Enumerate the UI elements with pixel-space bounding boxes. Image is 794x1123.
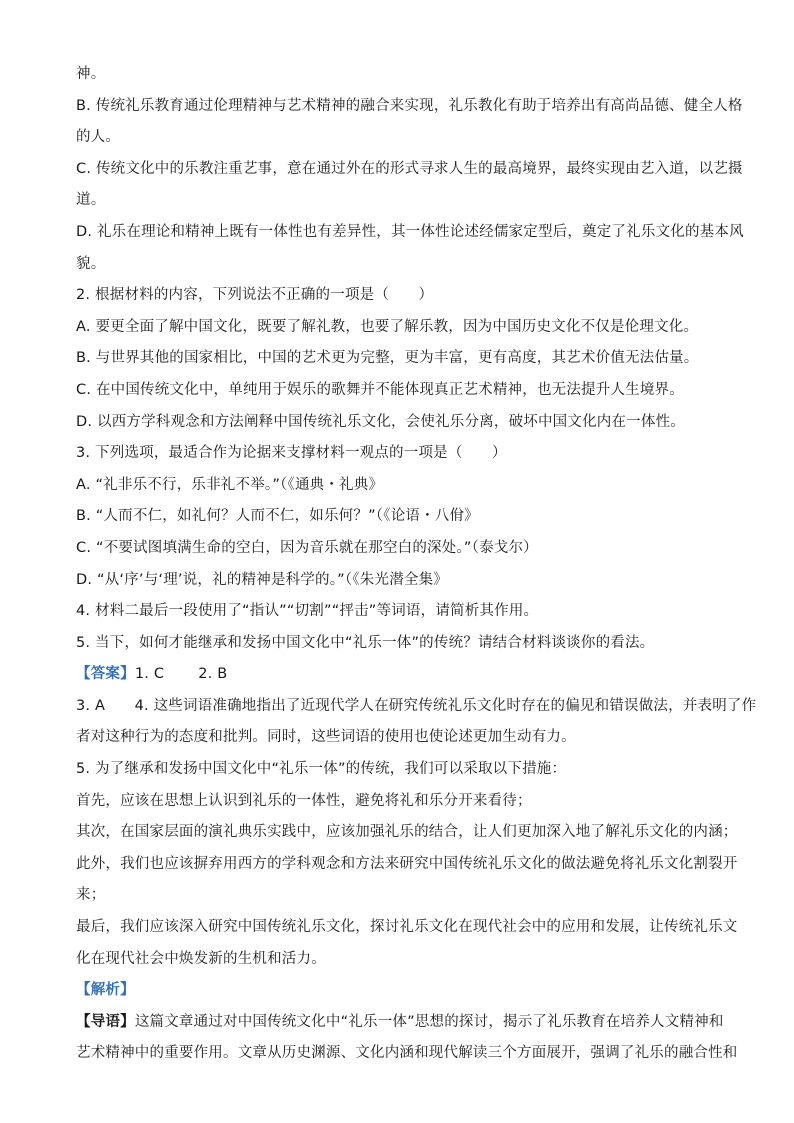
text-line: 的人。 — [76, 129, 121, 146]
guide-text: 这篇文章通过对中国传统文化中“礼乐一体”思想的探讨，揭示了礼乐教育在培养人文精神和 — [134, 1013, 724, 1030]
question-4: 4. 材料二最后一段使用了“指认”“切割”“抨击”等词语，请简析其作用。 — [76, 603, 539, 620]
option-b-line: B. 传统礼乐教育通过伦理精神与艺术精神的融合来实现，礼乐教化有助于培养出有高尚品德、健全人格 — [76, 97, 743, 114]
answer-q2: 2. B — [198, 666, 228, 683]
q3-option-d: D. “从‘序’与‘理’说，礼的精神是科学的。”（《朱光潜全集》 — [76, 571, 448, 588]
answer-text-line: 5. 为了继承和发扬中国文化中“礼乐一体”的传统，我们可以采取以下措施： — [76, 761, 567, 778]
answer-text-line: 化在现代社会中焕发新的生机和活力。 — [76, 950, 326, 967]
document-page — [76, 59, 757, 1070]
answer-text-line: 首先，应该在思想上认识到礼乐的一体性，避免将礼和乐分开来看待； — [76, 792, 532, 809]
analysis-label: 【解析】 — [76, 982, 135, 999]
guide-line — [76, 1007, 724, 1039]
guide-label: 【导语】 — [76, 1013, 135, 1030]
question-5: 5. 当下，如何才能继承和发扬中国文化中“礼乐一体”的传统？请结合材料谈谈你的看法。 — [76, 634, 655, 651]
question-2: 2. 根据材料的内容，下列说法不正确的一项是（ ） — [76, 287, 434, 304]
q3-option-c: C. “不要试图填满生命的空白，因为音乐就在那空白的深处。”（泰戈尔） — [76, 539, 538, 556]
q3-option-a: A. “礼非乐不行，乐非礼不举。”（《通典・礼典》 — [76, 476, 384, 493]
answer-text-line: 最后，我们应该深入研究中国传统礼乐文化，探讨礼乐文化在现代社会中的应用和发展，让传统礼乐文 — [76, 919, 738, 936]
answer-label: 【答案】 — [76, 666, 135, 683]
text-line: 道。 — [76, 192, 106, 209]
q2-option-c: C. 在中国传统文化中，单纯用于娱乐的歌舞并不能体现真正艺术精神，也无法提升人生境界。 — [76, 381, 684, 398]
answer-q1: 1. C — [134, 666, 165, 683]
text-line: 貌。 — [76, 255, 106, 272]
answer-text-line: 3. A 4. 这些词语准确地指出了近现代学人在研究传统礼乐文化时存在的偏见和错误做法，并表明了作 — [76, 697, 757, 714]
q3-option-b: B. “人而不仁，如礼何？人而不仁，如乐何？”（《论语・八佾》 — [76, 508, 479, 525]
question-3: 3. 下列选项，最适合作为论据来支撑材料一观点的一项是（ ） — [76, 445, 507, 462]
answer-text-line: 此外，我们也应该摒弃用西方的学科观念和方法来研究中国传统礼乐文化的做法避免将礼乐文化割裂开 — [76, 855, 738, 872]
answer-text-line: 者对这种行为的态度和批判。同时，这些词语的使用也使论述更加生动有力。 — [76, 729, 576, 746]
q2-option-d: D. 以西方学科观念和方法阐释中国传统礼乐文化，会使礼乐分离，破坏中国文化内在一体性。 — [76, 413, 685, 430]
guide-text-line: 艺术精神中的重要作用。文章从历史渊源、文化内涵和现代解读三个方面展开，强调了礼乐的融合性和 — [76, 1045, 738, 1062]
answer-line — [76, 659, 718, 691]
option-d-line: D. 礼乐在理论和精神上既有一体性也有差异性，其一体性论述经儒家定型后，奠定了礼乐文化的基本风 — [76, 223, 744, 240]
q2-option-b: B. 与世界其他的国家相比，中国的艺术更为完整，更为丰富，更有高度，其艺术价值无法估量。 — [76, 350, 699, 367]
text-line: 神。 — [76, 66, 106, 82]
answer-text-line: 来； — [76, 887, 106, 904]
option-c-line: C. 传统文化中的乐教注重艺事，意在通过外在的形式寻求人生的最高境界，最终实现由艺入道，以艺摄 — [76, 160, 743, 177]
q2-option-a: A. 要更全面了解中国文化，既要了解礼教，也要了解乐教，因为中国历史文化不仅是伦理文化。 — [76, 318, 699, 335]
answer-text-line: 其次，在国家层面的演礼典乐实践中，应该加强礼乐的结合，让人们更加深入地了解礼乐文化的内涵； — [76, 824, 738, 841]
analysis-heading — [76, 975, 718, 1007]
